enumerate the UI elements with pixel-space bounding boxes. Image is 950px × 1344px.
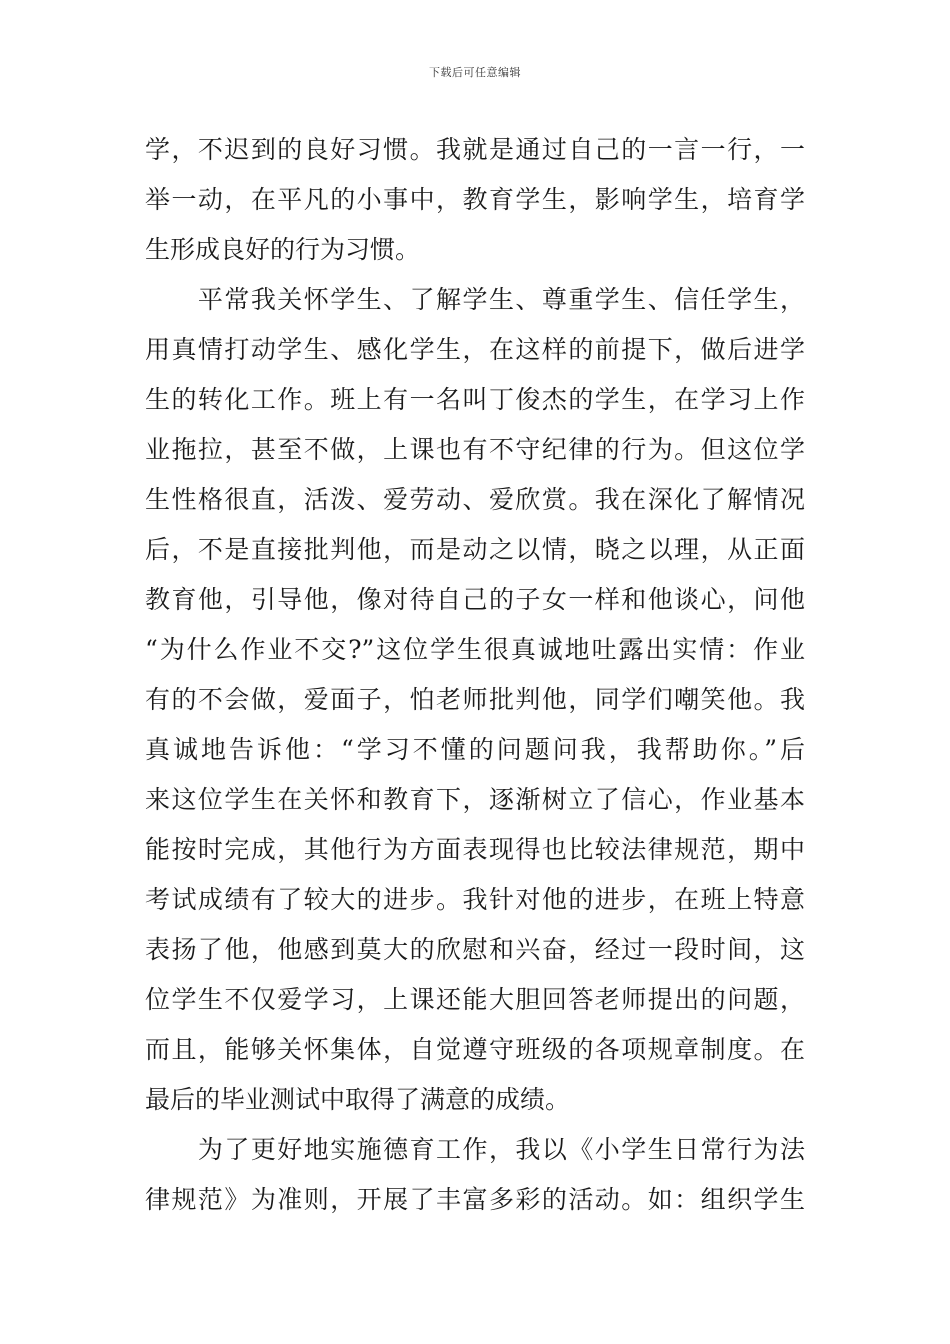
page-header: 下载后可任意编辑 — [429, 66, 521, 79]
text-line: 生性格很直，活泼、爱劳动、爱欣赏。我在深化了解情况 — [145, 485, 805, 514]
text-line: 生形成良好的行为习惯。 — [145, 235, 421, 264]
text-line: 能按时完成，其他行为方面表现得也比较法律规范，期中 — [145, 835, 805, 864]
body-text — [145, 125, 805, 1225]
text-line: 有的不会做，爱面子，怕老师批判他，同学们嘲笑他。我 — [145, 685, 805, 714]
text-line: 最后的毕业测试中取得了满意的成绩。 — [145, 1085, 571, 1114]
text-line: 位学生不仅爱学习，上课还能大胆回答老师提出的问题， — [145, 985, 805, 1014]
text-line: 为了更好地实施德育工作，我以《小学生日常行为法 — [145, 1135, 805, 1164]
text-line: 真诚地告诉他：“学习不懂的问题问我，我帮助你。”后 — [145, 735, 805, 764]
text-line: 学，不迟到的良好习惯。我就是通过自己的一言一行，一 — [145, 135, 805, 164]
text-line: “为什么作业不交?”这位学生很真诚地吐露出实情：作业 — [145, 635, 805, 664]
text-line: 举一动，在平凡的小事中，教育学生，影响学生，培育学 — [145, 185, 805, 214]
text-line: 用真情打动学生、感化学生，在这样的前提下，做后进学 — [145, 335, 805, 364]
text-line: 律规范》为准则，开展了丰富多彩的活动。如：组织学生 — [145, 1185, 805, 1214]
text-line: 表扬了他，他感到莫大的欣慰和兴奋，经过一段时间，这 — [145, 935, 805, 964]
text-line: 教育他，引导他，像对待自己的子女一样和他谈心，问他 — [145, 585, 805, 614]
text-line: 生的转化工作。班上有一名叫丁俊杰的学生，在学习上作 — [145, 385, 805, 414]
text-line: 平常我关怀学生、了解学生、尊重学生、信任学生， — [145, 285, 805, 314]
text-line: 来这位学生在关怀和教育下，逐渐树立了信心，作业基本 — [145, 785, 805, 814]
text-line: 考试成绩有了较大的进步。我针对他的进步，在班上特意 — [145, 885, 805, 914]
text-line: 而且，能够关怀集体，自觉遵守班级的各项规章制度。在 — [145, 1035, 805, 1064]
text-line: 后，不是直接批判他，而是动之以情，晓之以理，从正面 — [145, 535, 805, 564]
text-line: 业拖拉，甚至不做，上课也有不守纪律的行为。但这位学 — [145, 435, 805, 464]
